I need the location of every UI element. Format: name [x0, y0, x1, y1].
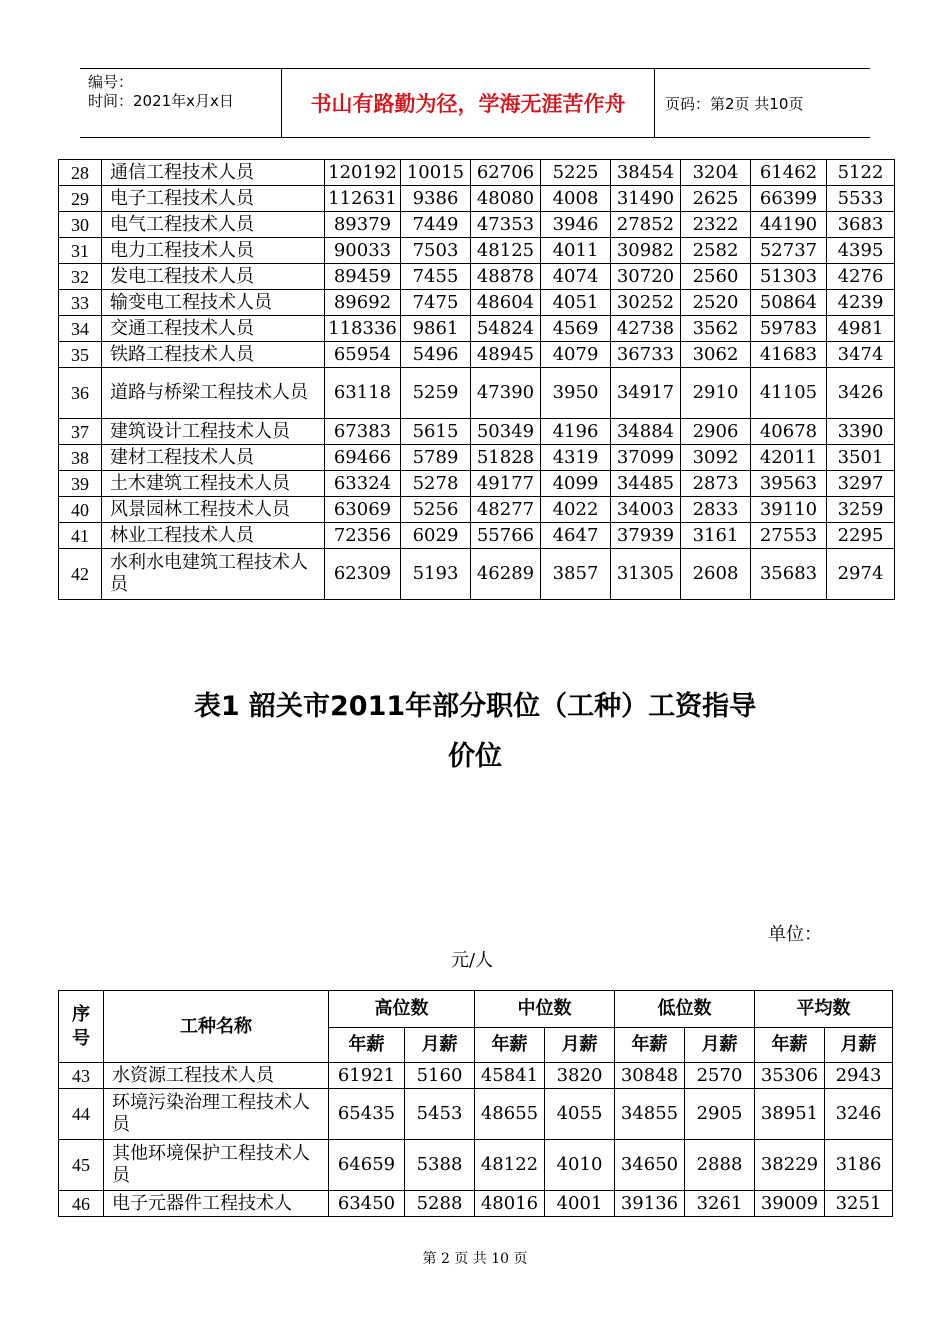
header-page-info: 页码：第2页 共10页	[665, 94, 804, 113]
salary-cell: 5615	[401, 419, 471, 445]
row-index: 36	[59, 368, 102, 419]
job-name: 电气工程技术人员	[102, 212, 325, 238]
salary-cell: 38229	[755, 1140, 825, 1191]
salary-cell: 5789	[401, 445, 471, 471]
salary-cell: 89379	[325, 212, 401, 238]
salary-cell: 5256	[401, 497, 471, 523]
salary-cell: 2906	[681, 419, 751, 445]
time-label: 时间：2021年x月x日	[88, 92, 234, 110]
header-annual: 年薪	[475, 1028, 545, 1063]
salary-cell: 5225	[541, 160, 611, 186]
job-name: 电力工程技术人员	[102, 238, 325, 264]
salary-cell: 7455	[401, 264, 471, 290]
salary-cell: 34003	[611, 497, 681, 523]
salary-cell: 67383	[325, 419, 401, 445]
table-row	[59, 238, 895, 264]
salary-cell: 3092	[681, 445, 751, 471]
salary-cell: 5122	[827, 160, 895, 186]
salary-cell: 4074	[541, 264, 611, 290]
salary-cell: 62309	[325, 549, 401, 600]
salary-cell: 118336	[325, 316, 401, 342]
header-monthly: 月薪	[405, 1028, 475, 1063]
salary-cell: 48125	[471, 238, 541, 264]
salary-cell: 63324	[325, 471, 401, 497]
salary-cell: 3950	[541, 368, 611, 419]
number-label: 编号：	[88, 73, 134, 91]
salary-cell: 37939	[611, 523, 681, 549]
job-name: 土木建筑工程技术人员	[102, 471, 325, 497]
salary-cell: 2570	[685, 1063, 755, 1089]
salary-cell: 3857	[541, 549, 611, 600]
header-motto: 书山有路勤为径，学海无涯苦作舟	[282, 69, 655, 137]
unit-value: 元/人	[451, 950, 494, 971]
salary-cell: 5288	[405, 1191, 475, 1217]
row-index: 43	[59, 1063, 104, 1089]
salary-cell: 30252	[611, 290, 681, 316]
salary-cell: 55766	[471, 523, 541, 549]
header-average: 平均数	[755, 991, 893, 1028]
salary-cell: 48122	[475, 1140, 545, 1191]
salary-cell: 41683	[751, 342, 827, 368]
salary-cell: 4569	[541, 316, 611, 342]
salary-cell: 5278	[401, 471, 471, 497]
row-index: 30	[59, 212, 102, 238]
row-index: 33	[59, 290, 102, 316]
table-row	[59, 264, 895, 290]
salary-cell: 64659	[329, 1140, 405, 1191]
salary-cell: 3562	[681, 316, 751, 342]
salary-cell: 48277	[471, 497, 541, 523]
header-median: 中位数	[475, 991, 615, 1028]
salary-cell: 5193	[401, 549, 471, 600]
header-low: 低位数	[615, 991, 755, 1028]
table-row	[59, 445, 895, 471]
unit-label: 单位：	[768, 924, 822, 945]
salary-cell: 34884	[611, 419, 681, 445]
salary-cell: 30982	[611, 238, 681, 264]
salary-cell: 54824	[471, 316, 541, 342]
salary-cell: 4051	[541, 290, 611, 316]
salary-cell: 27852	[611, 212, 681, 238]
salary-cell: 3390	[827, 419, 895, 445]
table-row	[59, 186, 895, 212]
salary-cell: 120192	[325, 160, 401, 186]
salary-cell: 3261	[685, 1191, 755, 1217]
salary-cell: 2520	[681, 290, 751, 316]
salary-cell: 48080	[471, 186, 541, 212]
table-row	[59, 1140, 893, 1191]
salary-cell: 42011	[751, 445, 827, 471]
salary-cell: 39563	[751, 471, 827, 497]
salary-cell: 112631	[325, 186, 401, 212]
salary-cell: 2322	[681, 212, 751, 238]
salary-cell: 42738	[611, 316, 681, 342]
salary-cell: 37099	[611, 445, 681, 471]
job-name: 输变电工程技术人员	[102, 290, 325, 316]
salary-cell: 30848	[615, 1063, 685, 1089]
row-index: 37	[59, 419, 102, 445]
salary-cell: 52737	[751, 238, 827, 264]
row-index: 44	[59, 1089, 104, 1140]
salary-cell: 34650	[615, 1140, 685, 1191]
job-name: 建材工程技术人员	[102, 445, 325, 471]
table-title-line2: 价位	[448, 741, 502, 772]
salary-cell: 50349	[471, 419, 541, 445]
salary-cell: 48878	[471, 264, 541, 290]
salary-cell: 4395	[827, 238, 895, 264]
row-index: 31	[59, 238, 102, 264]
table-row	[59, 1191, 893, 1217]
header-annual: 年薪	[755, 1028, 825, 1063]
salary-table	[58, 990, 893, 1217]
salary-cell: 10015	[401, 160, 471, 186]
table-title-line1: 表1 韶关市2011年部分职位（工种）工资指导	[193, 691, 757, 722]
row-index: 32	[59, 264, 102, 290]
salary-cell: 63118	[325, 368, 401, 419]
salary-cell: 48655	[475, 1089, 545, 1140]
table-row	[59, 1063, 893, 1089]
salary-cell: 3251	[825, 1191, 893, 1217]
row-index: 42	[59, 549, 102, 600]
table-row	[59, 316, 895, 342]
salary-cell: 49177	[471, 471, 541, 497]
salary-cell: 4981	[827, 316, 895, 342]
salary-cell: 9386	[401, 186, 471, 212]
salary-cell: 90033	[325, 238, 401, 264]
salary-cell: 5453	[405, 1089, 475, 1140]
salary-cell: 47353	[471, 212, 541, 238]
row-index: 35	[59, 342, 102, 368]
salary-cell: 2625	[681, 186, 751, 212]
salary-cell: 89459	[325, 264, 401, 290]
salary-cell: 30720	[611, 264, 681, 290]
salary-cell: 3062	[681, 342, 751, 368]
salary-cell: 34485	[611, 471, 681, 497]
salary-cell: 4008	[541, 186, 611, 212]
salary-cell: 69466	[325, 445, 401, 471]
salary-cell: 5160	[405, 1063, 475, 1089]
header-high: 高位数	[329, 991, 475, 1028]
job-name: 铁路工程技术人员	[102, 342, 325, 368]
salary-cell: 3501	[827, 445, 895, 471]
salary-cell: 2974	[827, 549, 895, 600]
salary-cell: 2905	[685, 1089, 755, 1140]
header-job-name: 工种名称	[104, 991, 329, 1063]
salary-cell: 61921	[329, 1063, 405, 1089]
job-name: 风景园林工程技术人员	[102, 497, 325, 523]
table-row	[59, 160, 895, 186]
salary-cell: 35306	[755, 1063, 825, 1089]
salary-cell: 7503	[401, 238, 471, 264]
salary-cell: 51828	[471, 445, 541, 471]
salary-cell: 46289	[471, 549, 541, 600]
row-index: 29	[59, 186, 102, 212]
salary-cell: 4647	[541, 523, 611, 549]
salary-cell: 3946	[541, 212, 611, 238]
salary-cell: 4011	[541, 238, 611, 264]
salary-cell: 48945	[471, 342, 541, 368]
salary-cell: 3297	[827, 471, 895, 497]
header-meta	[80, 69, 282, 137]
salary-cell: 3161	[681, 523, 751, 549]
salary-cell: 3259	[827, 497, 895, 523]
table-row	[59, 471, 895, 497]
salary-cell: 36733	[611, 342, 681, 368]
job-name: 交通工程技术人员	[102, 316, 325, 342]
row-index: 34	[59, 316, 102, 342]
table-row	[59, 523, 895, 549]
salary-cell: 38454	[611, 160, 681, 186]
salary-cell: 47390	[471, 368, 541, 419]
salary-cell: 39110	[751, 497, 827, 523]
salary-cell: 2943	[825, 1063, 893, 1089]
salary-table-continued	[58, 159, 895, 600]
salary-cell: 34917	[611, 368, 681, 419]
salary-cell: 65435	[329, 1089, 405, 1140]
salary-cell: 2873	[681, 471, 751, 497]
salary-cell: 61462	[751, 160, 827, 186]
row-index: 28	[59, 160, 102, 186]
job-name: 林业工程技术人员	[102, 523, 325, 549]
salary-cell: 5259	[401, 368, 471, 419]
salary-cell: 4055	[545, 1089, 615, 1140]
salary-cell: 4001	[545, 1191, 615, 1217]
salary-cell: 2560	[681, 264, 751, 290]
table-row	[59, 497, 895, 523]
salary-cell: 2582	[681, 238, 751, 264]
salary-cell: 2833	[681, 497, 751, 523]
salary-cell: 31305	[611, 549, 681, 600]
salary-cell: 45841	[475, 1063, 545, 1089]
salary-cell: 3186	[825, 1140, 893, 1191]
salary-cell: 65954	[325, 342, 401, 368]
table-row	[59, 342, 895, 368]
salary-cell: 62706	[471, 160, 541, 186]
salary-cell: 4276	[827, 264, 895, 290]
salary-cell: 44190	[751, 212, 827, 238]
row-index: 39	[59, 471, 102, 497]
job-name: 水资源工程技术人员	[104, 1063, 329, 1089]
salary-cell: 6029	[401, 523, 471, 549]
salary-cell: 5496	[401, 342, 471, 368]
salary-cell: 3820	[545, 1063, 615, 1089]
row-index: 45	[59, 1140, 104, 1191]
salary-cell: 59783	[751, 316, 827, 342]
salary-cell: 40678	[751, 419, 827, 445]
salary-cell: 48016	[475, 1191, 545, 1217]
table-row	[59, 1089, 893, 1140]
header-monthly: 月薪	[685, 1028, 755, 1063]
header-seq: 序号	[59, 991, 104, 1063]
row-index: 38	[59, 445, 102, 471]
job-name: 电子工程技术人员	[102, 186, 325, 212]
salary-cell: 38951	[755, 1089, 825, 1140]
salary-cell: 5533	[827, 186, 895, 212]
salary-cell: 2295	[827, 523, 895, 549]
salary-cell: 31490	[611, 186, 681, 212]
salary-cell: 2888	[685, 1140, 755, 1191]
salary-cell: 3474	[827, 342, 895, 368]
job-name: 其他环境保护工程技术人员	[104, 1140, 329, 1191]
table-row	[59, 290, 895, 316]
salary-cell: 89692	[325, 290, 401, 316]
page-footer: 第 2 页 共 10 页	[422, 1251, 528, 1267]
salary-cell: 48604	[471, 290, 541, 316]
salary-cell: 4196	[541, 419, 611, 445]
salary-cell: 63450	[329, 1191, 405, 1217]
header-annual: 年薪	[329, 1028, 405, 1063]
salary-cell: 3246	[825, 1089, 893, 1140]
salary-cell: 4010	[545, 1140, 615, 1191]
salary-cell: 4079	[541, 342, 611, 368]
document-header	[80, 68, 870, 138]
job-name: 电子元器件工程技术人	[104, 1191, 329, 1217]
salary-cell: 66399	[751, 186, 827, 212]
salary-cell: 4022	[541, 497, 611, 523]
row-index: 46	[59, 1191, 104, 1217]
salary-cell: 63069	[325, 497, 401, 523]
table-row	[59, 549, 895, 600]
row-index: 40	[59, 497, 102, 523]
header-annual: 年薪	[615, 1028, 685, 1063]
salary-cell: 7449	[401, 212, 471, 238]
header-monthly: 月薪	[545, 1028, 615, 1063]
salary-cell: 35683	[751, 549, 827, 600]
salary-cell: 72356	[325, 523, 401, 549]
header-monthly: 月薪	[825, 1028, 893, 1063]
salary-cell: 34855	[615, 1089, 685, 1140]
salary-cell: 9861	[401, 316, 471, 342]
salary-cell: 4319	[541, 445, 611, 471]
salary-cell: 41105	[751, 368, 827, 419]
job-name: 建筑设计工程技术人员	[102, 419, 325, 445]
salary-cell: 5388	[405, 1140, 475, 1191]
salary-cell: 3426	[827, 368, 895, 419]
salary-cell: 27553	[751, 523, 827, 549]
salary-cell: 4239	[827, 290, 895, 316]
table-row	[59, 419, 895, 445]
table-row	[59, 368, 895, 419]
salary-cell: 39009	[755, 1191, 825, 1217]
job-name: 发电工程技术人员	[102, 264, 325, 290]
salary-cell: 3204	[681, 160, 751, 186]
salary-cell: 7475	[401, 290, 471, 316]
salary-cell: 51303	[751, 264, 827, 290]
salary-cell: 3683	[827, 212, 895, 238]
job-name: 道路与桥梁工程技术人员	[102, 368, 325, 419]
salary-cell: 2608	[681, 549, 751, 600]
job-name: 水利水电建筑工程技术人员	[102, 549, 325, 600]
row-index: 41	[59, 523, 102, 549]
job-name: 通信工程技术人员	[102, 160, 325, 186]
salary-cell: 4099	[541, 471, 611, 497]
salary-cell: 2910	[681, 368, 751, 419]
table-row	[59, 212, 895, 238]
job-name: 环境污染治理工程技术人员	[104, 1089, 329, 1140]
salary-cell: 50864	[751, 290, 827, 316]
salary-cell: 39136	[615, 1191, 685, 1217]
